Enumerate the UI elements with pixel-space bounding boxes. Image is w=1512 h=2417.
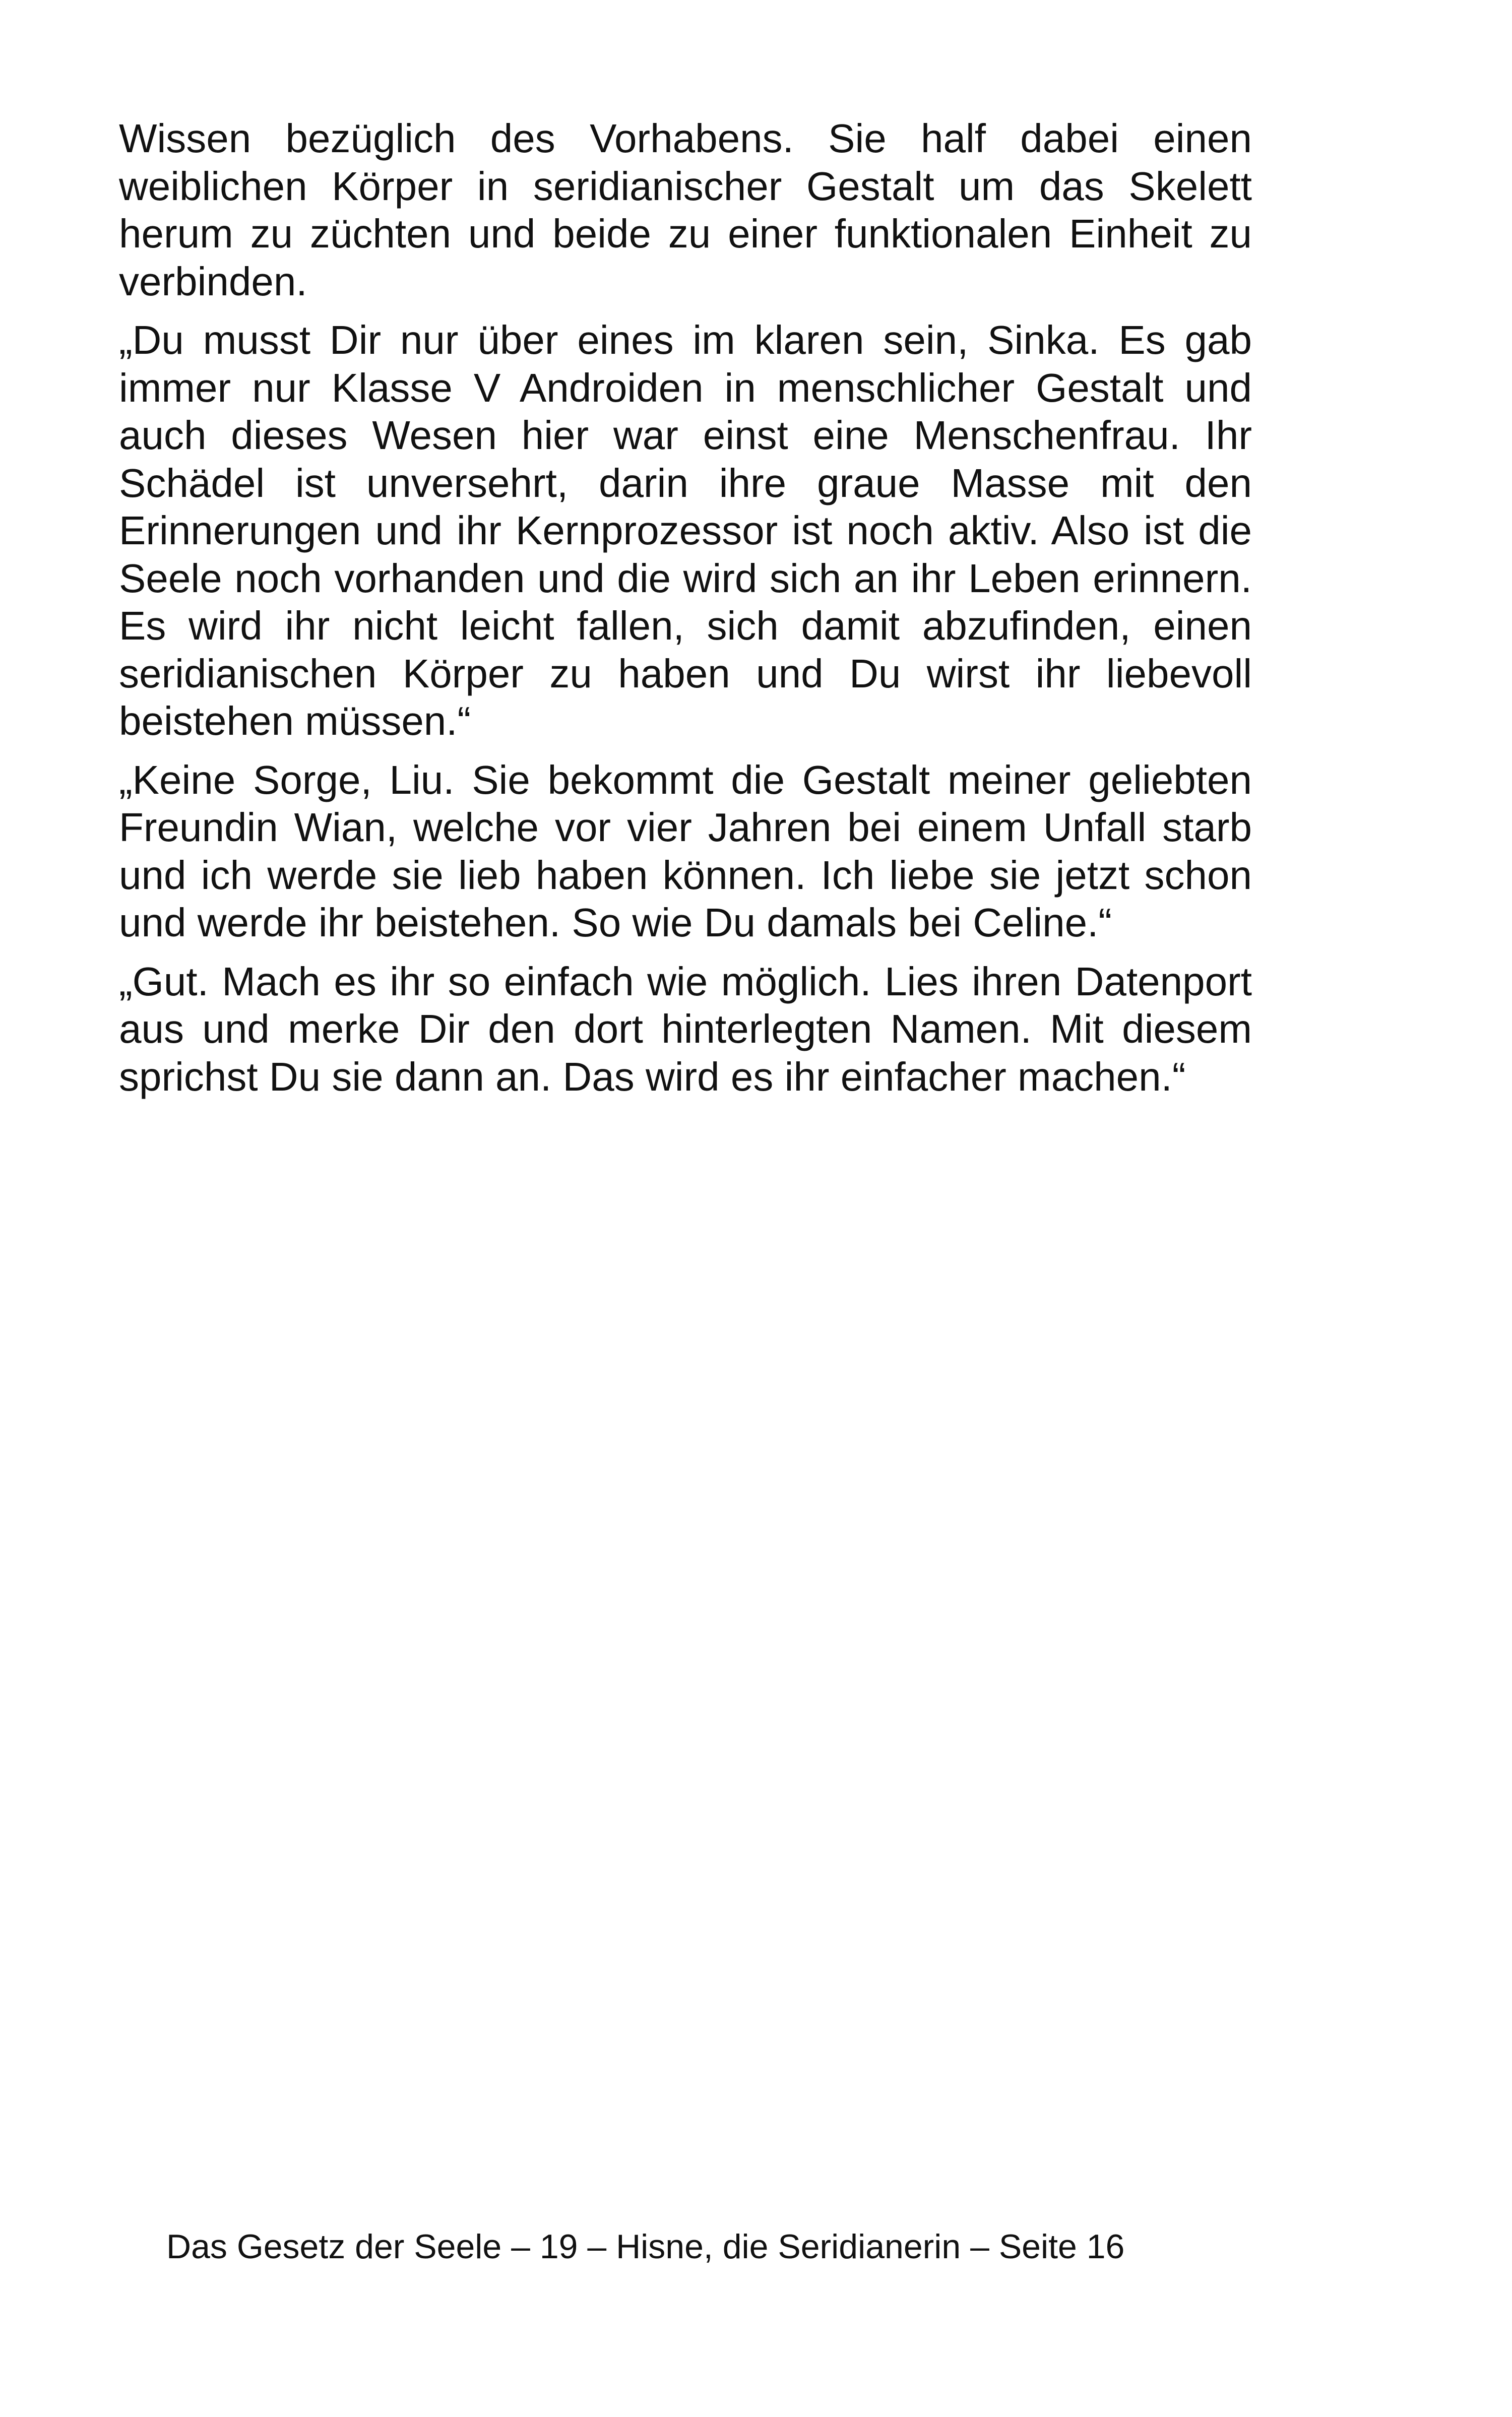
paragraph-1: Wissen bezüglich des Vorhabens. Sie half dabei einen weiblichen Körper in seridianischer Gestalt um das Skelett herum zu züchten und beide zu einer funktionalen Einheit zu verbinden. xyxy=(119,116,1252,304)
page-footer: Das Gesetz der Seele – 19 – Hisne, die Seridianerin – Seite 16 xyxy=(166,2228,1125,2266)
paragraph-2: „Du musst Dir nur über eines im klaren sein, Sinka. Es gab immer nur Klasse V Androiden in menschlicher Gestalt und auch dieses Wesen hier war einst eine Menschenfrau. Ihr Schädel ist unversehrt, darin ihre graue Masse mit den Erinnerungen und ihr Kernprozessor ist noch aktiv. Also ist die Seele noch vorhanden und die wird sich an ihr Leben erinnern. Es wird ihr nicht leicht fallen, sich damit abzufinden, einen seridianischen Körper zu haben und Du wirst ihr liebevoll beistehen müssen.“ xyxy=(119,317,1252,743)
body-text xyxy=(119,115,1252,1112)
paragraph-3: „Keine Sorge, Liu. Sie bekommt die Gestalt meiner geliebten Freundin Wian, welche vor vier Jahren bei einem Unfall starb und ich werde sie lieb haben können. Ich liebe sie jetzt schon und werde ihr beistehen. So wie Du damals bei Celine.“ xyxy=(119,757,1252,945)
paragraph-4: „Gut. Mach es ihr so einfach wie möglich. Lies ihren Datenport aus und merke Dir den dort hinterlegten Namen. Mit diesem sprichst Du sie dann an. Das wird es ihr einfacher machen.“ xyxy=(119,959,1252,1099)
